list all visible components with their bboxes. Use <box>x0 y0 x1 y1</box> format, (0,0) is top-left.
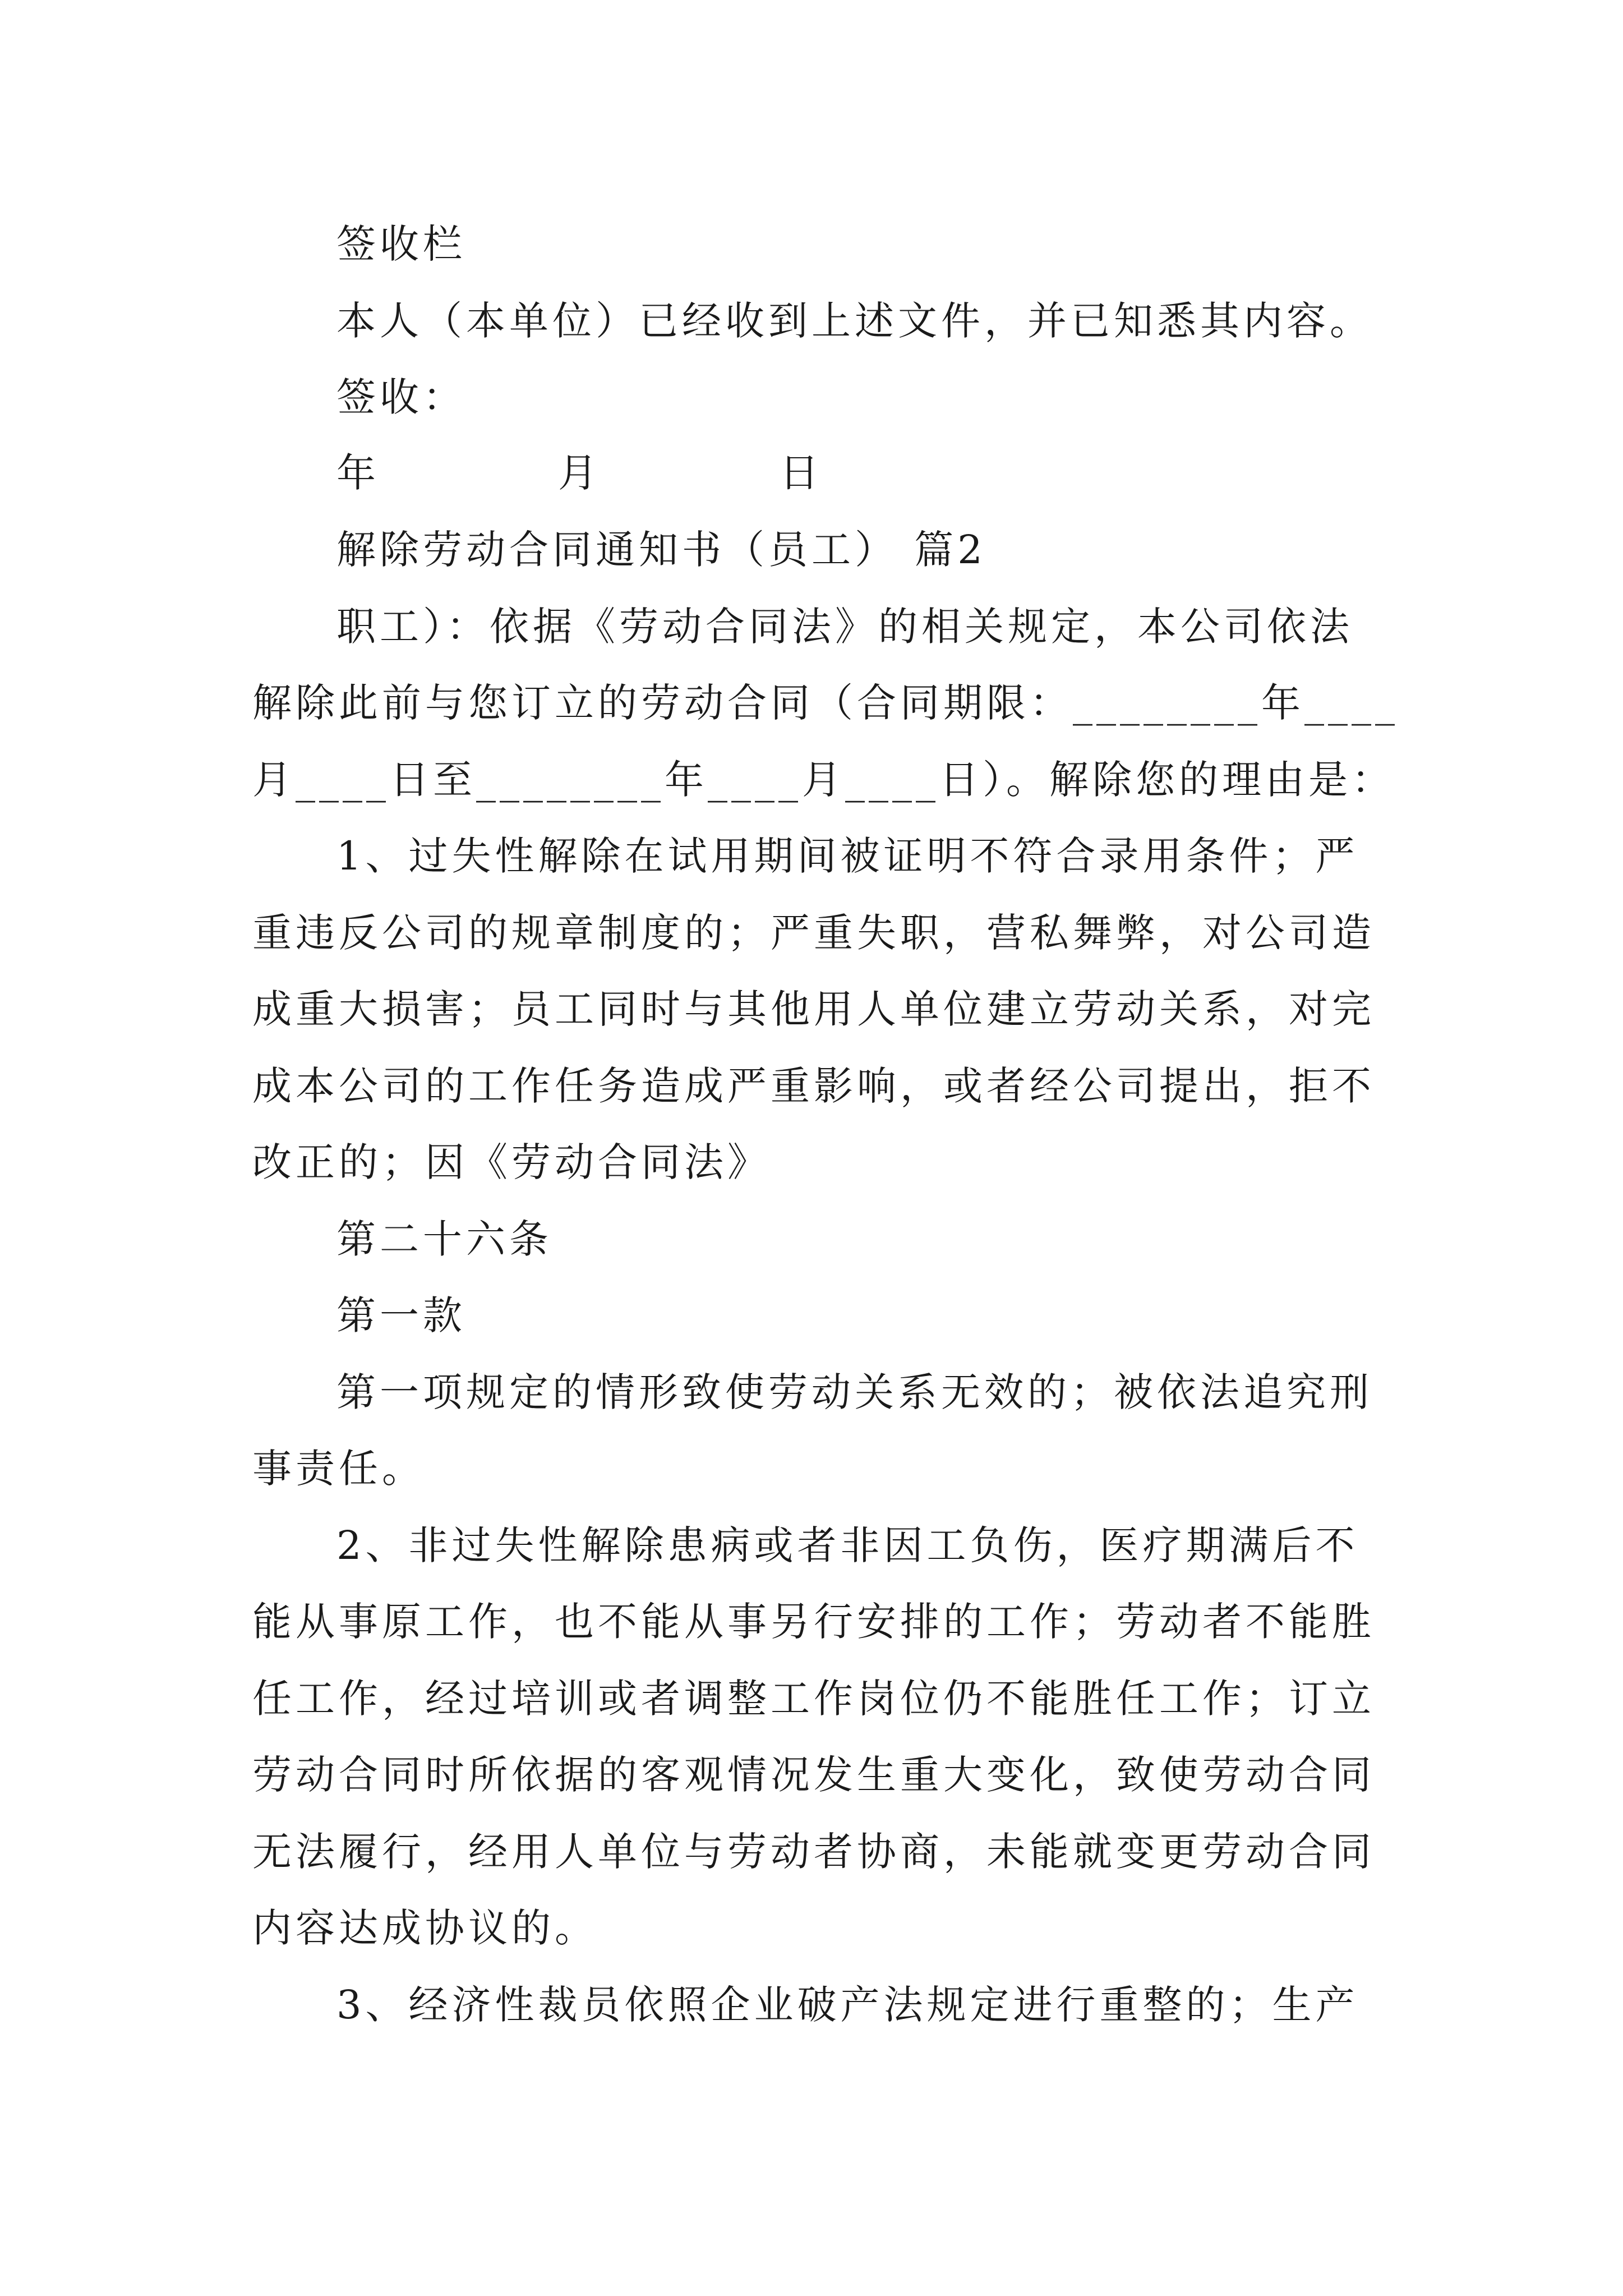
section-heading: 解除劳动合同通知书（员工） 篇2 <box>336 527 986 573</box>
paragraph-line: 重违反公司的规章制度的；严重失职，营私舞弊，对公司造 <box>252 910 1375 956</box>
clause-number: 第一款 <box>336 1292 466 1338</box>
paragraph-line: 无法履行，经用人单位与劳动者协商，未能就变更劳动合同 <box>252 1829 1375 1875</box>
receipt-statement: 本人（本单位）已经收到上述文件，并已知悉其内容。 <box>336 298 1373 344</box>
date-month-label: 月 <box>558 450 597 496</box>
date-day-label: 日 <box>780 450 819 496</box>
paragraph-line: 1、过失性解除在试用期间被证明不符合录用条件；严 <box>336 833 1359 879</box>
paragraph-line: 解除此前与您订立的劳动合同（合同期限：________年____ <box>252 680 1399 726</box>
paragraph-line: 成重大损害；员工同时与其他用人单位建立劳动关系，对完 <box>252 986 1375 1032</box>
paragraph-line: 劳动合同时所依据的客观情况发生重大变化，致使劳动合同 <box>252 1752 1375 1798</box>
paragraph-line: 3、经济性裁员依照企业破产法规定进行重整的；生产 <box>336 1982 1359 2028</box>
paragraph-line: 月____日至________年____月____日）。解除您的理由是： <box>252 757 1395 803</box>
paragraph-line: 事责任。 <box>252 1446 425 1492</box>
receipt-section-title: 签收栏 <box>336 221 466 267</box>
signature-date-row <box>336 450 841 498</box>
paragraph-line: 内容达成协议的。 <box>252 1905 598 1951</box>
date-year-label: 年 <box>336 450 376 496</box>
paragraph-line: 第一项规定的情形致使劳动关系无效的；被依法追究刑 <box>336 1369 1373 1415</box>
paragraph-line: 改正的；因《劳动合同法》 <box>252 1139 771 1185</box>
article-number: 第二十六条 <box>336 1216 552 1262</box>
signature-label: 签收： <box>336 374 466 420</box>
paragraph-line: 职工）：依据《劳动合同法》的相关规定，本公司依法 <box>336 604 1353 650</box>
paragraph-line: 能从事原工作，也不能从事另行安排的工作；劳动者不能胜 <box>252 1599 1375 1645</box>
paragraph-line: 2、非过失性解除患病或者非因工负伤，医疗期满后不 <box>336 1522 1359 1568</box>
paragraph-line: 成本公司的工作任务造成严重影响，或者经公司提出，拒不 <box>252 1063 1375 1109</box>
paragraph-line: 任工作，经过培训或者调整工作岗位仍不能胜任工作；订立 <box>252 1676 1375 1722</box>
